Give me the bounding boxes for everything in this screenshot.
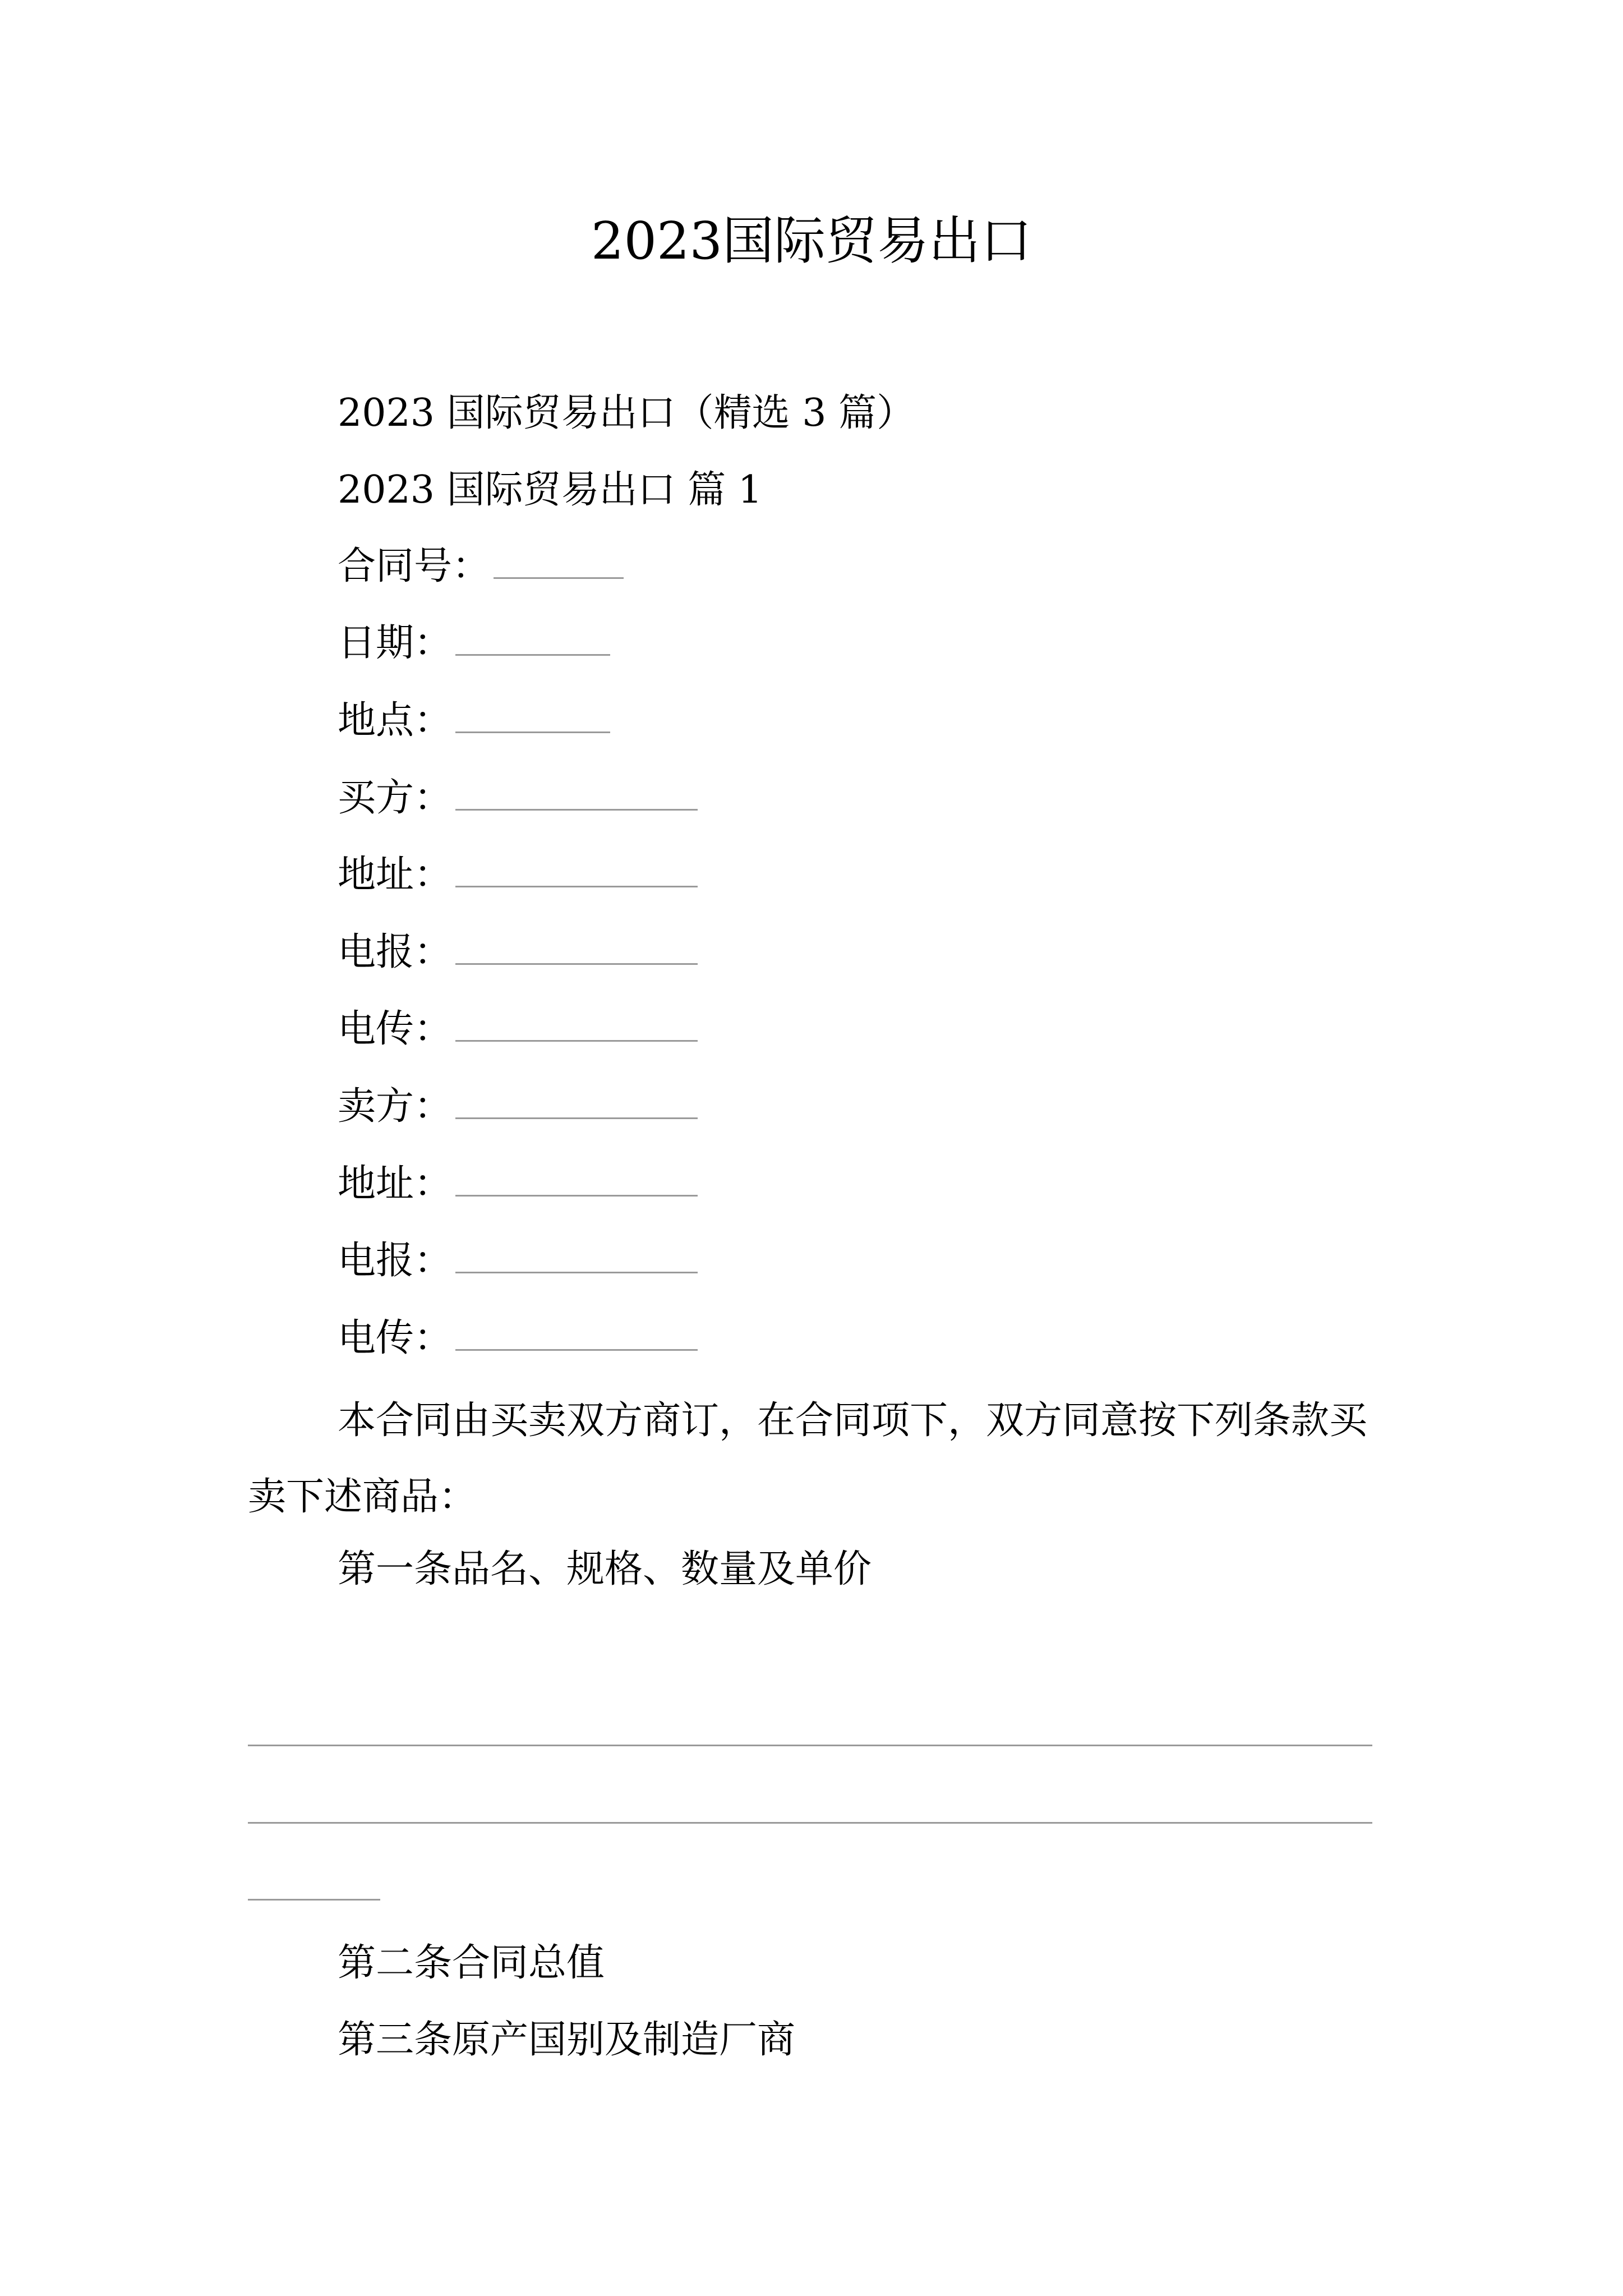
field-label: 电传：: [338, 1316, 453, 1360]
fill-in-blank: [455, 1006, 698, 1042]
blank-line: [248, 1745, 1372, 1746]
field-seller-telex: [338, 1313, 698, 1364]
document-subtitle: 2023 国际贸易出口（精选 3 篇）: [338, 391, 915, 435]
fill-in-blank: [455, 1161, 698, 1197]
field-label: 日期：: [338, 621, 453, 665]
clause-1: 第一条品名、规格、数量及单价: [338, 1547, 872, 1591]
clause-2: 第二条合同总值: [338, 1941, 605, 1985]
field-label: 合同号：: [338, 544, 491, 588]
field-label: 电报：: [338, 930, 453, 974]
fill-in-blank: [455, 1084, 698, 1119]
field-label: 地址：: [338, 1162, 453, 1206]
blank-line: [248, 1822, 1372, 1824]
field-label: 卖方：: [338, 1084, 453, 1129]
field-seller-telegram: [338, 1236, 698, 1286]
field-label: 电传：: [338, 1007, 453, 1051]
field-buyer: [338, 773, 698, 823]
field-buyer-address: [338, 850, 698, 900]
field-label: 地址：: [338, 853, 453, 897]
intro-paragraph: 本合同由买卖双方商订，在合同项下，双方同意按下列条款买卖下述商品：: [248, 1398, 1368, 1519]
field-label: 地点：: [338, 698, 453, 743]
fill-in-blank: [455, 698, 610, 733]
field-date: [338, 618, 610, 669]
fill-in-blank: [455, 620, 610, 656]
field-contract-number: [338, 541, 624, 592]
fill-in-blank: [455, 852, 698, 887]
document-title: 2023国际贸易出口: [591, 211, 1032, 271]
fill-in-blank: [455, 1238, 698, 1273]
fill-in-blank: [455, 930, 698, 965]
field-seller: [338, 1082, 698, 1132]
field-label: 电报：: [338, 1239, 453, 1283]
field-label: 买方：: [338, 776, 453, 820]
field-buyer-telegram: [338, 927, 698, 978]
fill-in-blank: [455, 1315, 698, 1351]
blank-line: [248, 1899, 380, 1901]
clause-3: 第三条原产国别及制造厂商: [338, 2018, 796, 2062]
field-seller-address: [338, 1159, 698, 1209]
field-buyer-telex: [338, 1004, 698, 1055]
section-heading: 2023 国际贸易出口 篇 1: [338, 468, 763, 512]
fill-in-blank: [494, 544, 624, 579]
field-location: [338, 696, 610, 746]
fill-in-blank: [455, 775, 698, 811]
